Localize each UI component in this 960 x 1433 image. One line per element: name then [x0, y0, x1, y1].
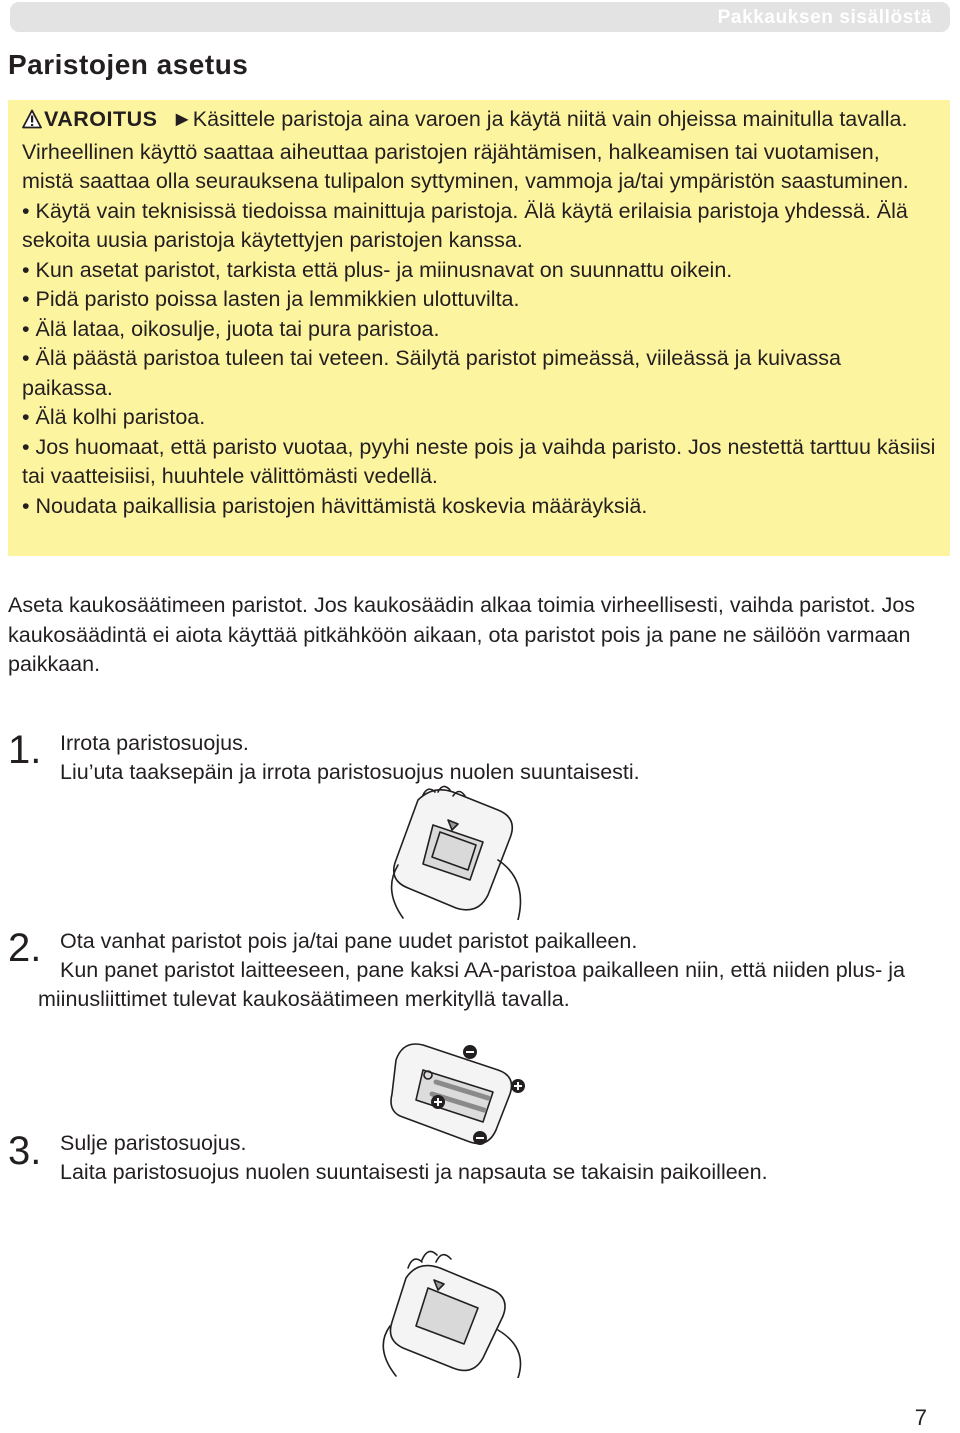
- warning-box: [8, 100, 950, 556]
- step-1-number: 1.: [8, 728, 42, 772]
- battery-polarity-plus-icon: [431, 1095, 445, 1109]
- section-label: Pakkauksen sisällöstä: [717, 7, 932, 28]
- step-2-detail: Kun panet paristot laitteeseen, pane kaksi AA-paristoa paikalleen niin, että niiden plus- ja miinusliittimet tulevat kaukosäätimeen merkityllä tavalla.: [38, 958, 906, 1011]
- step-3-title: Sulje paristosuojus.: [60, 1131, 247, 1155]
- warning-bullet: • Kun asetat paristot, tarkista että plus- ja miinusnavat on suunnattu oikein.: [22, 257, 733, 282]
- remote-close-cover-illustration: [368, 1238, 558, 1383]
- warning-bullet: • Noudata paikallisia paristojen hävittämistä koskevia määräyksiä.: [22, 493, 648, 518]
- battery-polarity-plus-icon: [511, 1079, 525, 1093]
- warning-bullet: • Pidä paristo poissa lasten ja lemmikkien ulottuvilta.: [22, 287, 520, 311]
- warning-arrow-icon: ►: [171, 107, 193, 131]
- warning-bullet: • Älä lataa, oikosulje, juota tai pura paristoa.: [22, 316, 440, 341]
- section-header-bar: [10, 2, 950, 32]
- step-2-number: 2.: [8, 926, 42, 970]
- warning-bullet: • Käytä vain teknisissä tiedoissa mainittuja paristoja. Älä käytä erilaisia paristoja yhdessä. Älä sekoita uusia paristoja käytettyjen paristojen kanssa.: [22, 198, 908, 252]
- step-1-title: Irrota paristosuojus.: [60, 731, 249, 755]
- step-1-detail: Liu’uta taaksepäin ja irrota paristosuojus nuolen suuntaisesti.: [60, 760, 640, 784]
- step-3-number: 3.: [8, 1129, 42, 1173]
- warning-label: VAROITUS: [44, 107, 158, 131]
- warning-intro-text: Käsittele paristoja aina varoen ja käytä niitä vain ohjeissa mainitulla tavalla. Virheellinen käyttö saattaa aiheuttaa paristojen räjähtämisen, halkeamisen tai vuotamisen, mistä saattaa olla seurauksena tulipalon syttyminen, vammoja ja/tai ympäristön saastuminen.: [22, 107, 909, 193]
- warning-bullet: • Älä kolhi paristoa.: [22, 405, 206, 429]
- warning-triangle-icon: [22, 108, 42, 138]
- intro-paragraph: Aseta kaukosäätimeen paristot. Jos kaukosäädin alkaa toimia virheellisesti, vaihda paristot. Jos kaukosäädintä ei aiota käyttää pitkähköön aikaan, ota paristot pois ja pane ne säilöön varmaan paikkaan.: [8, 593, 916, 676]
- warning-bullet: • Jos huomaat, että paristo vuotaa, pyyhi neste pois ja vaihda paristo. Jos nestettä tarttuu käsiisi tai vaatteisiisi, huuhtele välittömästi vedellä.: [22, 434, 936, 488]
- warning-bullet: • Älä päästä paristoa tuleen tai veteen. Säilytä paristot pimeässä, viileässä ja kuivassa paikassa.: [22, 346, 841, 400]
- warning-intro-paragraph: [22, 105, 936, 197]
- battery-polarity-minus-icon: [463, 1045, 477, 1059]
- remote-open-cover-illustration: [378, 780, 558, 925]
- step-3-text: [60, 1129, 940, 1187]
- step-3-detail: Laita paristosuojus nuolen suuntaisesti ja napsauta se takaisin paikoilleen.: [60, 1160, 768, 1184]
- step-1-text: [60, 729, 940, 787]
- step-2-title: Ota vanhat paristot pois ja/tai pane uudet paristot paikalleen.: [60, 929, 638, 953]
- page-number: 7: [914, 1405, 927, 1430]
- page-title: Paristojen asetus: [8, 49, 249, 80]
